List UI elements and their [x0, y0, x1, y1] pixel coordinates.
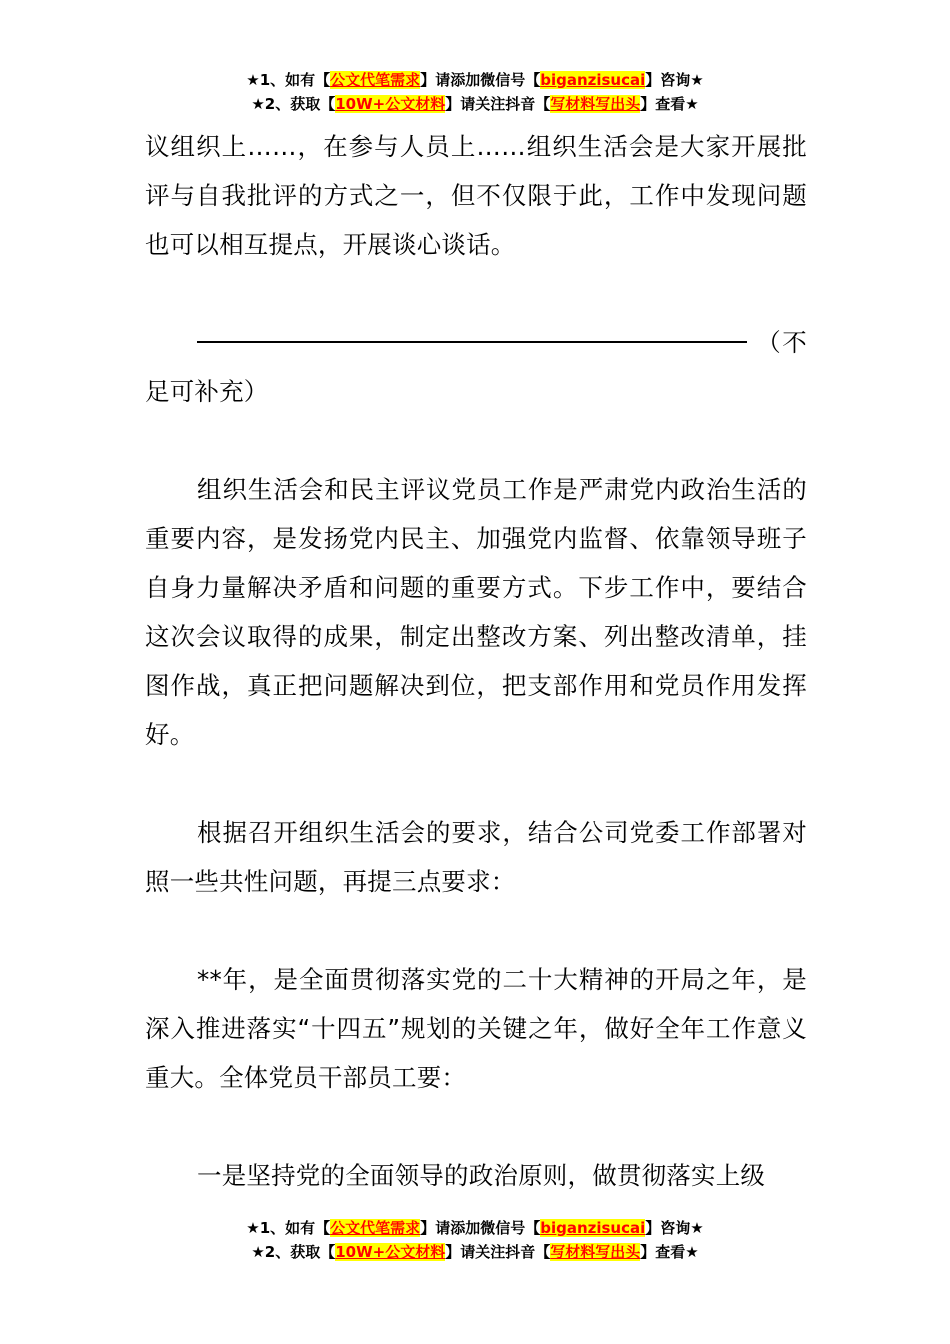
- banner-text: 】查看★: [640, 1243, 699, 1261]
- banner-highlight: biganzisucai: [540, 1219, 646, 1237]
- banner-text: 】查看★: [640, 95, 699, 113]
- paragraph-2: [145, 318, 807, 416]
- banner-text: 】请关注抖音【: [445, 95, 551, 113]
- banner-text: ★1、如有【: [246, 1219, 331, 1237]
- banner-text: 】咨询★: [645, 1219, 704, 1237]
- banner-text: ★1、如有【: [246, 71, 331, 89]
- paragraph-2-note: （不足可补充）: [145, 328, 807, 406]
- horizontal-rule: [197, 341, 747, 343]
- footer-banner: [0, 1216, 950, 1264]
- banner-line-1: [0, 68, 950, 92]
- banner-highlight: 10W+公文材料: [335, 1243, 446, 1261]
- banner-highlight: 10W+公文材料: [335, 95, 446, 113]
- header-banner: [0, 68, 950, 116]
- banner-highlight: 写材料写出头: [550, 95, 641, 113]
- banner-highlight: 公文代笔需求: [330, 71, 421, 89]
- banner-text: 】咨询★: [645, 71, 704, 89]
- banner-highlight: 写材料写出头: [550, 1243, 641, 1261]
- paragraph-1: 议组织上……，在参与人员上……组织生活会是大家开展批评与自我批评的方式之一，但不仅限于此，工作中发现问题也可以相互提点，开展谈心谈话。: [145, 132, 807, 259]
- banner-text: 】请添加微信号【: [420, 71, 541, 89]
- banner-text: ★2、获取【: [251, 95, 336, 113]
- banner-text: 】请添加微信号【: [420, 1219, 541, 1237]
- banner-text: ★2、获取【: [251, 1243, 336, 1261]
- banner-line-1: [0, 1216, 950, 1240]
- paragraph-5: **年，是全面贯彻落实党的二十大精神的开局之年，是深入推进落实“十四五”规划的关键之年，做好全年工作意义重大。全体党员干部员工要：: [145, 965, 807, 1092]
- banner-highlight: 公文代笔需求: [330, 1219, 421, 1237]
- paragraph-4: 根据召开组织生活会的要求，结合公司党委工作部署对照一些共性问题，再提三点要求：: [145, 818, 807, 896]
- banner-line-2: [0, 1240, 950, 1264]
- paragraph-6: 一是坚持党的全面领导的政治原则，做贯彻落实上级: [197, 1161, 766, 1190]
- banner-text: 】请关注抖音【: [445, 1243, 551, 1261]
- paragraph-3: 组织生活会和民主评议党员工作是严肃党内政治生活的重要内容，是发扬党内民主、加强党内监督、依靠领导班子自身力量解决矛盾和问题的重要方式。下步工作中，要结合这次会议取得的成果，制定出整改方案、列出整改清单，挂图作战，真正把问题解决到位，把支部作用和党员作用发挥好。: [145, 475, 807, 749]
- banner-line-2: [0, 92, 950, 116]
- banner-highlight: biganzisucai: [540, 71, 646, 89]
- document-body: [145, 122, 807, 1249]
